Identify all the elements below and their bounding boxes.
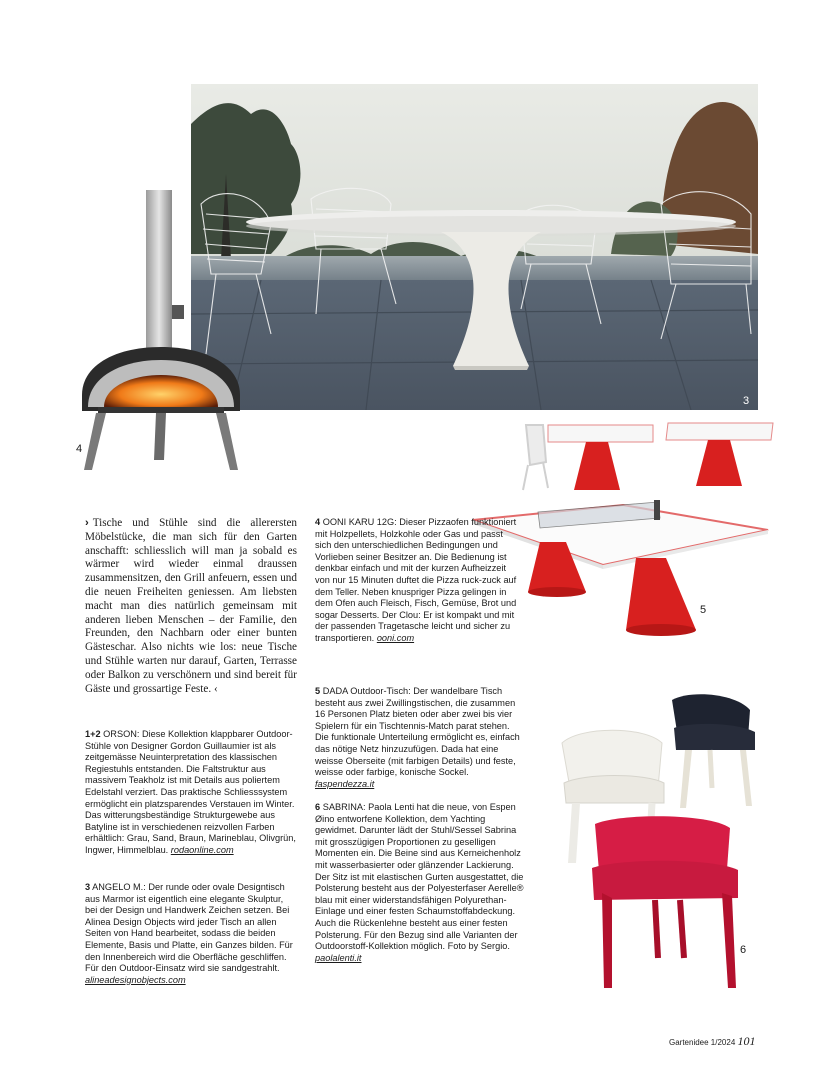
item-angelo-number: 3	[85, 882, 91, 892]
photo-number-5: 5	[700, 604, 707, 616]
intro-paragraph	[85, 517, 297, 696]
item-sabrina-title: SABRINA:	[322, 802, 366, 812]
photo-number-6: 6	[740, 944, 747, 956]
intro-text: Tische und Stühle sind die allerersten Möbelstücke, die man sich für den Garten anschafft: schliesslich will man ja sobald es wärmer wird wieder einmal draussen zusammensitzen, den Grill anfeuern, essen und die neuen Freiheiten geniessen. Am liebsten macht man dies natürlich gemeinsam mit anderen lieben Menschen – der Familie, den Freunden, den Nachbarn oder einer bunten Gästeschar. Also nichts wie los: neue Tische und Stühle warten nur darauf, Garten, Terrasse oder Balkon zu verschönern und sind bereit für Gäste und grossartige Feste.	[85, 517, 297, 695]
item-ooni-number: 4	[315, 517, 321, 527]
item-angelo-link[interactable]: alineadesignobjects.com	[85, 974, 186, 985]
item-sabrina-text: Paola Lenti hat die neue, von Espen Øino entworfene Kollektion, dem Yachting gewidmet. Darunter lädt der Stuhl/Sessel Sabrina mit grosszügigen Proportionen zu geselligen Momenten ein. Die Beine sind aus Kerneichenholz mit wasserbasierter oder glänzender Lackierung. Der Sitz ist mit elastischen Gurten ausgestattet, die Polsterung besteht aus der Polyesterfaser Aerelle® blau mit einer widerstandsfähigen Polyurethan-Einlage und einer festen Schaumstoffabdeckung. Auch die Rückenlehne besteht aus einer festen Polsterung. Für den Bezug sind alle Varianten der Outdoorstoff-Kollektion möglich. Foto by Sergio.	[315, 802, 524, 952]
item-ooni	[315, 517, 521, 645]
page-folio	[669, 1034, 756, 1049]
folio-magazine: Gartenidee 1/2024	[669, 1038, 736, 1047]
item-dada-link[interactable]: faspendezza.it	[315, 778, 375, 789]
item-orson-title: ORSON:	[103, 729, 140, 739]
photo-number-4: 4	[76, 443, 83, 455]
item-orson-text: Diese Kollektion klappbarer Outdoor-Stühle von Designer Gordon Guillaumier ist als zeitgemässe Neuinterpretation des klassischen Regiestuhls entstanden. Die Faltstruktur aus massivem Teakholz ist mit Details aus poliertem Edelstahl verziert. Das praktische Schliesssystem ermöglicht ein platzsparendes Verstauen im Winter. Das witterungsbeständige Strukturgewebe aus Batyline ist in verschiedenen reizvollen Farben erhältlich: Grau, Sand, Braun, Marineblau, Olivgrün, Ingwer, Himmelblau.	[85, 729, 296, 855]
item-dada-title: DADA	[322, 686, 348, 696]
item-orson-link[interactable]: rodaonline.com	[170, 844, 234, 855]
item-sabrina-number: 6	[315, 802, 321, 812]
hero-photo-marble-table	[191, 84, 758, 410]
item-orson-number: 1+2	[85, 729, 101, 739]
pizza-oven-photo	[76, 185, 246, 475]
item-ooni-title: OONI KARU 12G:	[322, 517, 397, 527]
photo-number-3: 3	[743, 395, 750, 407]
item-angelo	[85, 882, 297, 986]
item-dada-number: 5	[315, 686, 321, 696]
item-ooni-link[interactable]: ooni.com	[376, 632, 415, 643]
item-dada	[315, 686, 525, 790]
item-sabrina	[315, 802, 525, 964]
item-dada-title-rest: Outdoor-Tisch:	[350, 686, 411, 696]
item-dada-text: Der wandelbare Tisch besteht aus zwei Zwillingstischen, die zusammen 16 Personen Platz bieten oder aber zwei bis vier Spielern für ein Tischtennis-Match parat stehen. Die funktionale Unterteilung ermöglicht es, einfach das nötige Netz hinzuzufügen. Dada hat eine weisse Oberseite (mit farbigen Details) und feste, weisse oder farbige, konische Sockel.	[315, 686, 520, 778]
folio-page-number: 101	[737, 1034, 756, 1048]
intro-marker: ›	[85, 517, 89, 529]
item-orson	[85, 729, 297, 857]
sabrina-chairs-photo	[550, 688, 760, 994]
item-angelo-text: Der runde oder ovale Designtisch aus Marmor ist eigentlich eine elegante Skulptur, bei der Design und Handwerk Zeichen setzen. Bei Alinea Design Objects wird jeder Tisch an allen Seiten von Hand bearbeitet, sodass die beiden Elemente, Basis und Platte, ein Ganzes bilden. Für den Innenbereich wird die Oberfläche geschliffen. Für den Outdoor-Einsatz wird sie sandgestrahlt.	[85, 882, 293, 974]
intro-end-marker: ‹	[213, 682, 218, 695]
item-sabrina-link[interactable]: paolalenti.it	[315, 952, 362, 963]
item-ooni-text: Dieser Pizzaofen funktioniert mit Holzpellets, Holzkohle oder Gas und passt sich den unterschiedlichen Bedingungen und Vorlieben seiner Besitzer an. Die Bedienung ist denkbar einfach und mit der kurzen Aufheizzeit von nur 15 Minuten duftet die Pizza ruck-zuck auf dem Teller. Neben knuspriger Pizza gelingen in dem Ofen auch Fleisch, Fisch, Gemüse, Brot und sogar Desserts. Der Clou: Er ist kompakt und mit der passenden Tragetasche leicht und sicher zu transportieren.	[315, 517, 517, 643]
item-angelo-title: ANGELO M.:	[92, 882, 146, 892]
